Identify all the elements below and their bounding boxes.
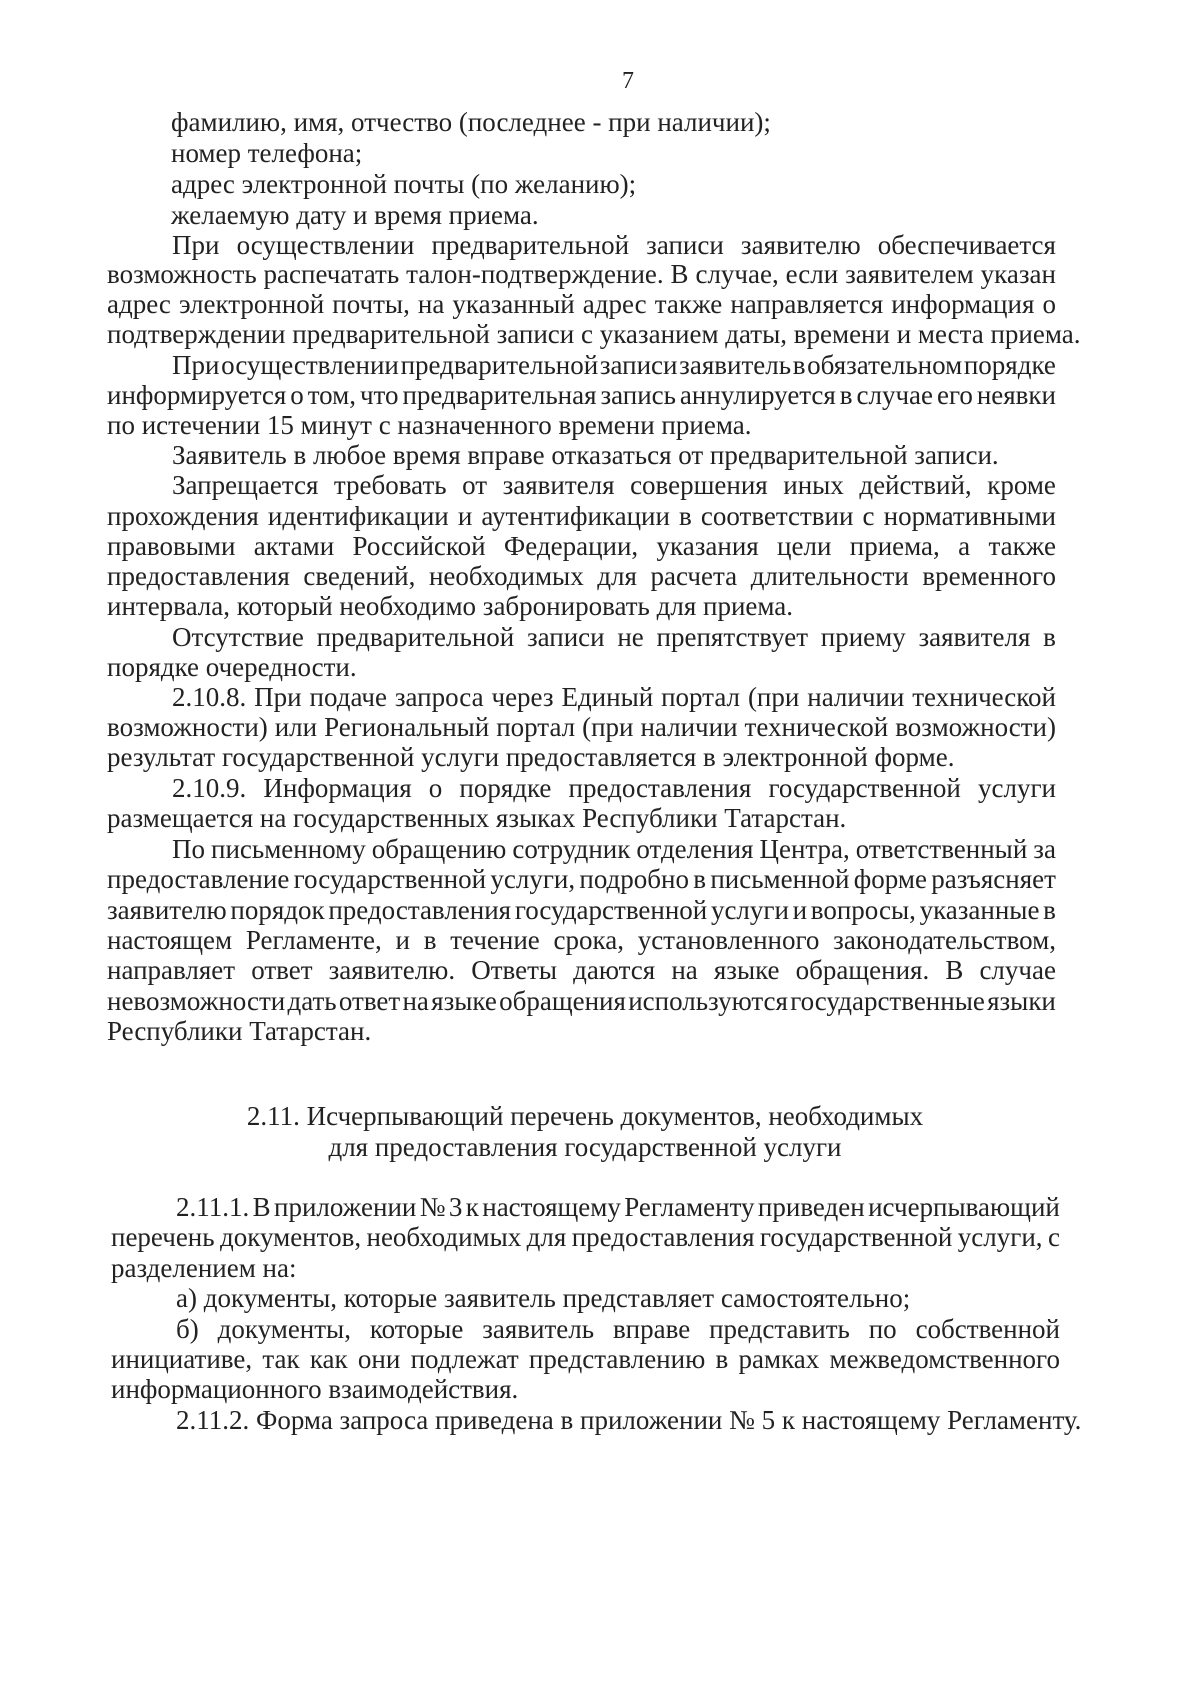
word: используются (628, 986, 788, 1016)
word: информация (891, 289, 1035, 319)
word: даются (573, 955, 656, 985)
word: исчерпывающий (868, 1192, 1060, 1222)
text-line-justified (107, 288, 1056, 320)
word: и (395, 925, 410, 955)
word: сотрудник (512, 834, 631, 864)
word: к (465, 1192, 479, 1222)
word: письменному (211, 834, 366, 864)
word: указанный (452, 289, 575, 319)
word: Российской (352, 531, 486, 561)
word: на (402, 986, 429, 1016)
text-line: информационного взаимодействия. (111, 1374, 519, 1404)
word: и (792, 895, 808, 925)
word: Отсутствие (172, 622, 304, 652)
word: возможности) (107, 712, 268, 742)
word: предварительной (431, 230, 630, 260)
word: осуществлении (236, 230, 415, 260)
word: приема, (849, 531, 940, 561)
word: иных (783, 470, 844, 500)
word: нормативными (883, 501, 1056, 531)
word: вопросы, (810, 895, 916, 925)
word: подаче (309, 682, 387, 712)
word: форме (853, 864, 927, 894)
word: услуги, (490, 864, 576, 894)
word: в (792, 350, 806, 380)
word: предоставления (568, 773, 752, 803)
word: актами (253, 531, 335, 561)
word: ответ (338, 986, 401, 1016)
word: указан (980, 259, 1056, 289)
word: заявитель (482, 1314, 595, 1344)
word: услуги, (957, 1222, 1043, 1252)
word: ответ (251, 955, 313, 985)
word: от (462, 470, 488, 500)
word: в (693, 864, 707, 894)
word: для (526, 1222, 567, 1252)
word: его (936, 380, 973, 410)
word: адрес (582, 289, 647, 319)
word: для (597, 561, 637, 591)
text-line-justified (107, 985, 1056, 1017)
word: срока, (553, 925, 624, 955)
text-line-justified (172, 469, 1056, 501)
word: предварительной (316, 622, 515, 652)
word: временного (922, 561, 1056, 591)
word: 2.10.9. (172, 773, 247, 803)
word: государственной (759, 1222, 953, 1252)
word: течение (450, 925, 540, 955)
word: или (274, 712, 318, 742)
text-line: Республики Татарстан. (107, 1016, 372, 1046)
word: собственной (915, 1314, 1060, 1344)
word: случае (856, 380, 934, 410)
word: подлежат (410, 1344, 519, 1374)
word: По (172, 834, 205, 864)
text-line-justified (107, 711, 1056, 743)
text-line-justified (172, 229, 1056, 261)
word: также (988, 531, 1056, 561)
word: При (172, 350, 220, 380)
word: записи (526, 622, 605, 652)
word: приему (820, 622, 906, 652)
word: В (670, 259, 689, 289)
word: талон-подтверждение. (406, 259, 664, 289)
word: заявителя (502, 470, 615, 500)
word: письменной (710, 864, 850, 894)
heading-line: 2.11. Исчерпывающий перечень документов, необходимых (246, 1101, 924, 1131)
word: заявителю. (328, 955, 456, 985)
word: о (1042, 289, 1056, 319)
word: установленного (637, 925, 820, 955)
word: приведен (757, 1192, 865, 1222)
word: необходимых (428, 561, 584, 591)
word: цели (777, 531, 832, 561)
word: заявителем (845, 259, 974, 289)
word: в (1043, 895, 1056, 925)
text-line-justified (107, 863, 1056, 895)
text-line-justified (107, 379, 1056, 411)
word: распечатать (263, 259, 400, 289)
word: в (679, 501, 692, 531)
word: портал (496, 712, 576, 742)
word: Центра, (759, 834, 850, 864)
word: языки (987, 986, 1056, 1016)
word: вправе (612, 1314, 691, 1344)
text-line: по истечении 15 минут с назначенного времени приема. (107, 410, 752, 440)
word: которые (369, 1314, 464, 1344)
word: действий, (859, 470, 972, 500)
page-number: 7 (622, 68, 634, 94)
word: рамках (738, 1344, 820, 1374)
word: технической (912, 682, 1056, 712)
word: так (262, 1344, 300, 1374)
word: препятствует (656, 622, 808, 652)
word: При (254, 682, 302, 712)
word: Регламенте, (245, 925, 382, 955)
word: обращения. (795, 955, 930, 985)
word: указанные (919, 895, 1040, 925)
text-line: адрес электронной почты (по желанию); (171, 169, 637, 199)
word: совершения (630, 470, 768, 500)
word: Федерации, (503, 531, 639, 561)
word: необходимых (366, 1222, 522, 1252)
word: в (839, 380, 853, 410)
word: на (417, 289, 445, 319)
word: прохождения (107, 501, 259, 531)
word: подробно (579, 864, 689, 894)
word: разъясняет (931, 864, 1056, 894)
word: по (868, 1314, 897, 1344)
word: как (309, 1344, 348, 1374)
word: государственной (514, 895, 708, 925)
text-line-justified (107, 894, 1056, 926)
word: В (252, 1192, 271, 1222)
word: записи (646, 230, 724, 260)
text-line-justified (176, 1313, 1060, 1345)
word: настоящем (107, 925, 233, 955)
word: направляет (107, 955, 236, 985)
word: случае, (695, 259, 779, 289)
text-line-justified (107, 258, 1056, 290)
word: записи (599, 350, 678, 380)
word: сведений, (303, 561, 416, 591)
word: случае (979, 955, 1056, 985)
word: невозможности (107, 986, 286, 1016)
word: также (654, 289, 723, 319)
word: о (428, 773, 443, 803)
word: информируется (107, 380, 287, 410)
text-line: желаемую дату и время приема. (171, 200, 539, 230)
text-line: 2.11.2. Форма запроса приведена в приложении № 5 к настоящему Регламенту. (176, 1405, 1082, 1435)
word: языке (431, 986, 497, 1016)
word: документы, (217, 1314, 351, 1344)
text-line-justified (172, 772, 1056, 804)
word: возможность (107, 259, 257, 289)
word: аннулируется (679, 380, 836, 410)
text-line-justified (172, 833, 1056, 865)
word: (при (582, 712, 634, 742)
text-line-justified (107, 500, 1056, 532)
word: предоставления (571, 1222, 755, 1252)
word: обращению (371, 834, 507, 864)
word: а (958, 531, 971, 561)
word: предоставление (107, 864, 290, 894)
word: с (1047, 1222, 1060, 1252)
word: адрес (107, 289, 171, 319)
word: предварительной (400, 350, 599, 380)
word: осуществлении (221, 350, 399, 380)
word: не (617, 622, 644, 652)
text-line-justified (107, 530, 1056, 562)
text-line-justified (111, 1343, 1060, 1375)
word: требовать (333, 470, 447, 500)
word: государственной (768, 773, 961, 803)
heading-line: для предоставления государственной услуги (328, 1132, 842, 1162)
word: заявителю (740, 230, 861, 260)
word: электронной (178, 289, 325, 319)
text-line-justified (172, 681, 1056, 713)
word: соответствии (700, 501, 854, 531)
text-line: результат государственной услуги предоставляется в электронной форме. (107, 742, 955, 772)
word: неявки (976, 380, 1056, 410)
word: № (419, 1192, 446, 1222)
word: При (172, 230, 220, 260)
word: документов, (220, 1222, 362, 1252)
word: представлению (528, 1344, 706, 1374)
word: настоящему (482, 1192, 621, 1222)
word: о (290, 380, 304, 410)
word: Ответы (471, 955, 558, 985)
word: услуги (710, 895, 789, 925)
word: заявителя (918, 622, 1031, 652)
text-line: фамилию, имя, отчество (последнее - при наличии); (171, 107, 771, 137)
word: в (1043, 622, 1056, 652)
word: порядке (459, 773, 552, 803)
text-line: размещается на государственных языках Республики Татарстан. (107, 803, 847, 833)
word: услуги (978, 773, 1056, 803)
word: с (862, 501, 875, 531)
text-line: Заявитель в любое время вправе отказаться от предварительной записи. (172, 440, 999, 470)
word: почты, (332, 289, 410, 319)
word: предварительная (402, 380, 597, 410)
word: наличии (640, 712, 738, 742)
word: Региональный (324, 712, 490, 742)
word: предоставления (328, 895, 512, 925)
text-line-justified (107, 560, 1056, 592)
word: законодательством, (833, 925, 1056, 955)
word: том, (307, 380, 356, 410)
text-line: разделением на: (111, 1253, 297, 1283)
word: инициативе, (111, 1344, 253, 1374)
text-line: а) документы, которые заявитель представляет самостоятельно; (176, 1283, 911, 1313)
word: б) (176, 1314, 199, 1344)
word: возможности) (895, 712, 1056, 742)
word: 2.11.1. (176, 1192, 250, 1222)
word: представить (709, 1314, 850, 1344)
word: государственной (293, 864, 487, 894)
word: порядке (963, 350, 1056, 380)
word: через (491, 682, 554, 712)
text-line-justified (107, 954, 1056, 986)
word: аутентификации (481, 501, 670, 531)
word: правовыми (107, 531, 236, 561)
word: они (357, 1344, 401, 1374)
text-line-justified (176, 1191, 1060, 1223)
word: приложении (274, 1192, 417, 1222)
word: если (785, 259, 839, 289)
word: обеспечивается (877, 230, 1056, 260)
text-line: номер телефона; (171, 138, 363, 168)
text-line: подтверждении предварительной записи с указанием даты, времени и места приема. (107, 319, 1081, 349)
text-line: порядке очередности. (107, 652, 357, 682)
word: перечень (111, 1222, 215, 1252)
word: ответственный (855, 834, 1028, 864)
word: (при (747, 682, 800, 712)
text-line-justified (172, 621, 1056, 653)
word: технической (744, 712, 889, 742)
word: Запрещается (172, 470, 319, 500)
word: идентификации (267, 501, 449, 531)
word: Единый (561, 682, 654, 712)
word: Регламенту (624, 1192, 755, 1222)
word: В (945, 955, 964, 985)
word: и (457, 501, 473, 531)
word: заявителю (107, 895, 227, 925)
word: 2.10.8. (172, 682, 247, 712)
word: запроса (394, 682, 484, 712)
word: за (1033, 834, 1056, 864)
word: в (423, 925, 437, 955)
word: в (715, 1344, 729, 1374)
word: межведомственного (829, 1344, 1060, 1374)
word: заявитель (679, 350, 792, 380)
text-line-justified (111, 1221, 1060, 1253)
text-line-justified (172, 349, 1056, 381)
word: Информация (263, 773, 412, 803)
word: дать (287, 986, 337, 1016)
word: наличии (807, 682, 905, 712)
word: обращения (499, 986, 626, 1016)
word: государственные (790, 986, 985, 1016)
word: порядок (230, 895, 325, 925)
word: 3 (448, 1192, 463, 1222)
word: расчета (650, 561, 738, 591)
word: предоставления (107, 561, 290, 591)
word: обязательном (807, 350, 963, 380)
word: портал (661, 682, 741, 712)
word: на (671, 955, 698, 985)
word: длительности (750, 561, 909, 591)
word: языке (713, 955, 780, 985)
word: направляется (730, 289, 884, 319)
word: что (359, 380, 399, 410)
word: указания (656, 531, 759, 561)
word: запись (600, 380, 676, 410)
text-line: интервала, который необходимо забронировать для приема. (107, 591, 794, 621)
text-line-justified (107, 924, 1056, 956)
word: кроме (987, 470, 1056, 500)
word: отделения (636, 834, 754, 864)
